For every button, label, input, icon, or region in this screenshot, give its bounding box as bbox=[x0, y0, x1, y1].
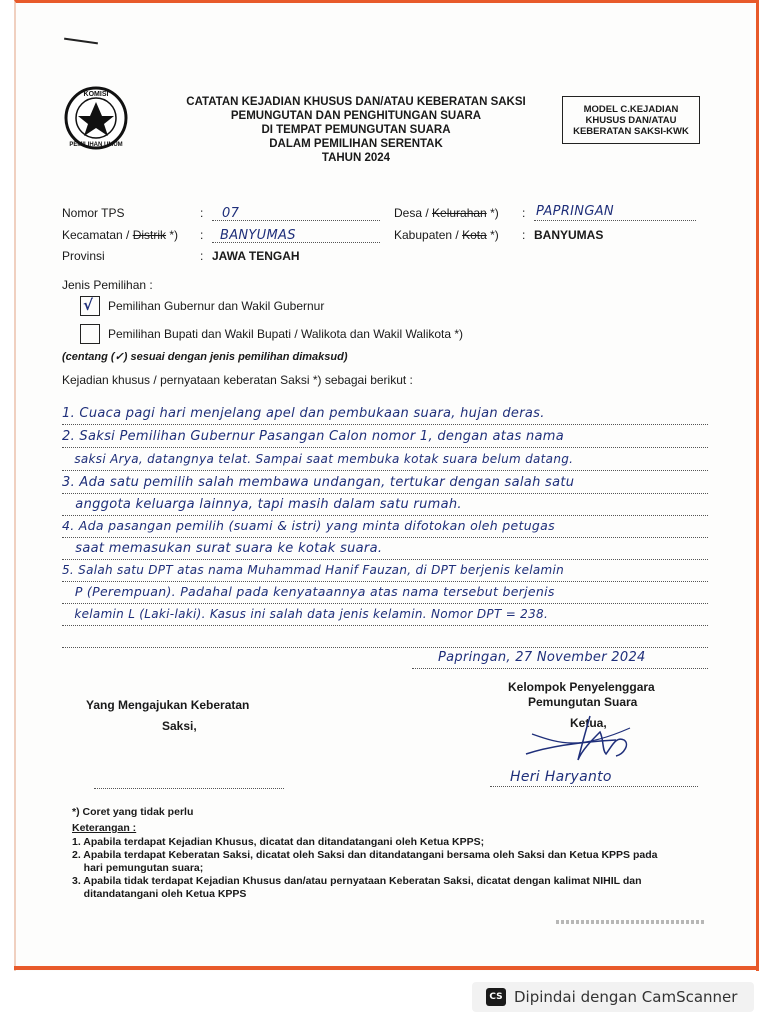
colon: : bbox=[200, 206, 204, 220]
camscanner-text: Dipindai dengan CamScanner bbox=[514, 988, 738, 1006]
statement-line bbox=[62, 627, 708, 648]
keterangan-item: ditandatangani oleh Ketua KPPS bbox=[72, 888, 247, 900]
bupati-checkbox[interactable] bbox=[80, 324, 100, 344]
statement-line: 4. Ada pasangan pemilih (suami & istri) yang minta difotokan oleh petugas bbox=[62, 517, 708, 538]
statement-line: anggota keluarga lainnya, tapi masih dalam satu rumah. bbox=[62, 495, 708, 516]
title-line: TAHUN 2024 bbox=[321, 152, 391, 164]
statement-line: saksi Arya, datangnya telat. Sampai saat membuka kotak suara belum datang. bbox=[62, 450, 708, 471]
kpps-signature bbox=[520, 710, 640, 766]
kpps-subtitle: Pemungutan Suara bbox=[528, 695, 638, 709]
kabupaten-value: BANYUMAS bbox=[534, 228, 604, 242]
svg-text:KOMISI: KOMISI bbox=[83, 91, 109, 98]
nomor-tps-field bbox=[212, 204, 380, 221]
model-line: MODEL C.KEJADIAN bbox=[583, 103, 679, 115]
witness-title: Yang Mengajukan Keberatan bbox=[86, 698, 250, 712]
jenis-pemilihan-label: Jenis Pemilihan : bbox=[62, 278, 153, 292]
nomor-tps-label: Nomor TPS bbox=[62, 206, 125, 220]
keterangan-item: 3. Apabila tidak terdapat Kejadian Khusus dan/atau pernyataan Keberatan Saksi, dicatat dengan kalimat NIHIL dan bbox=[72, 875, 642, 887]
statement-line: 5. Salah satu DPT atas nama Muhammad Hanif Fauzan, di DPT berjenis kelamin bbox=[62, 561, 708, 582]
document-title bbox=[150, 95, 562, 165]
colon: : bbox=[200, 228, 204, 242]
statement-line: 1. Cuaca pagi hari menjelang apel dan pembukaan suara, hujan deras. bbox=[62, 404, 708, 425]
gubernur-checkbox[interactable] bbox=[80, 296, 100, 316]
statement-label: Kejadian khusus / pernyataan keberatan Saksi *) sebagai berikut : bbox=[62, 373, 413, 387]
kpps-name-field bbox=[490, 768, 698, 787]
camscanner-watermark bbox=[472, 982, 754, 1012]
title-line: DALAM PEMILIHAN SERENTAK bbox=[269, 138, 443, 150]
fine-print-mark bbox=[556, 920, 706, 924]
model-line: KEBERATAN SAKSI-KWK bbox=[573, 125, 689, 137]
kpps-ketua-label: Ketua, bbox=[570, 716, 607, 730]
page-bottom-edge bbox=[14, 966, 757, 970]
kecamatan-label: Kecamatan / Distrik *) bbox=[62, 228, 179, 242]
desa-value: PAPRINGAN bbox=[536, 204, 614, 219]
keterangan-heading: Keterangan : bbox=[72, 822, 137, 834]
colon: : bbox=[200, 249, 204, 263]
keterangan-item: 1. Apabila terdapat Kejadian Khusus, dicatat dan ditandatangani oleh Ketua KPPS; bbox=[72, 836, 485, 848]
colon: : bbox=[522, 206, 526, 220]
place-date-value: Papringan, 27 November 2024 bbox=[438, 650, 646, 665]
check-mark-icon: √ bbox=[83, 296, 94, 314]
provinsi-label: Provinsi bbox=[62, 249, 105, 263]
kpps-title: Kelompok Penyelenggara bbox=[508, 680, 655, 694]
statement-line: kelamin L (Laki-laki). Kasus ini salah data jenis kelamin. Nomor DPT = 238. bbox=[62, 605, 708, 626]
kpps-name: Heri Haryanto bbox=[510, 769, 612, 785]
keterangan-list bbox=[72, 836, 712, 901]
desa-label: Desa / Kelurahan *) bbox=[394, 206, 499, 220]
kecamatan-field bbox=[212, 226, 380, 243]
title-line: DI TEMPAT PEMUNGUTAN SUARA bbox=[261, 124, 451, 136]
keterangan-item: hari pemungutan suara; bbox=[72, 862, 204, 874]
statement-line: P (Perempuan). Padahal pada kenyataannya atas nama tersebut berjenis bbox=[62, 583, 708, 604]
statement-line: 3. Ada satu pemilih salah membawa undangan, tertukar dengan salah satu bbox=[62, 473, 708, 494]
witness-subtitle: Saksi, bbox=[162, 719, 197, 733]
checkbox-hint: (centang (✓) sesuai dengan jenis pemilihan dimaksud) bbox=[62, 351, 348, 363]
provinsi-value: JAWA TENGAH bbox=[212, 249, 300, 263]
keterangan-item: 2. Apabila terdapat Keberatan Saksi, dicatat oleh Saksi dan ditandatangani bersama oleh Saksi dan Ketua KPPS pada bbox=[72, 849, 658, 861]
camscanner-logo-icon: CS bbox=[486, 988, 506, 1006]
kecamatan-value: BANYUMAS bbox=[220, 228, 296, 243]
strike-note: *) Coret yang tidak perlu bbox=[72, 806, 194, 818]
bupati-option-label: Pemilihan Bupati dan Wakil Bupati / Walikota dan Wakil Walikota *) bbox=[108, 327, 464, 341]
place-date-field bbox=[412, 648, 708, 669]
desa-field bbox=[534, 202, 696, 221]
title-line: CATATAN KEJADIAN KHUSUS DAN/ATAU KEBERATAN SAKSI bbox=[186, 96, 526, 108]
svg-text:PEMILIHAN UMUM: PEMILIHAN UMUM bbox=[69, 142, 123, 148]
colon: : bbox=[522, 228, 526, 242]
model-line: KHUSUS DAN/ATAU bbox=[585, 114, 677, 126]
kabupaten-label: Kabupaten / Kota *) bbox=[394, 228, 499, 242]
title-line: PEMUNGUTAN DAN PENGHITUNGAN SUARA bbox=[230, 110, 482, 122]
statement-line: 2. Saksi Pemilihan Gubernur Pasangan Calon nomor 1, dengan atas nama bbox=[62, 427, 708, 448]
kpu-logo bbox=[64, 86, 128, 150]
statement-line: saat memasukan surat suara ke kotak suara. bbox=[62, 539, 708, 560]
model-code-box bbox=[562, 96, 700, 144]
nomor-tps-value: 07 bbox=[222, 206, 240, 221]
gubernur-option-label: Pemilihan Gubernur dan Wakil Gubernur bbox=[108, 299, 325, 313]
witness-signature-line bbox=[94, 776, 284, 789]
